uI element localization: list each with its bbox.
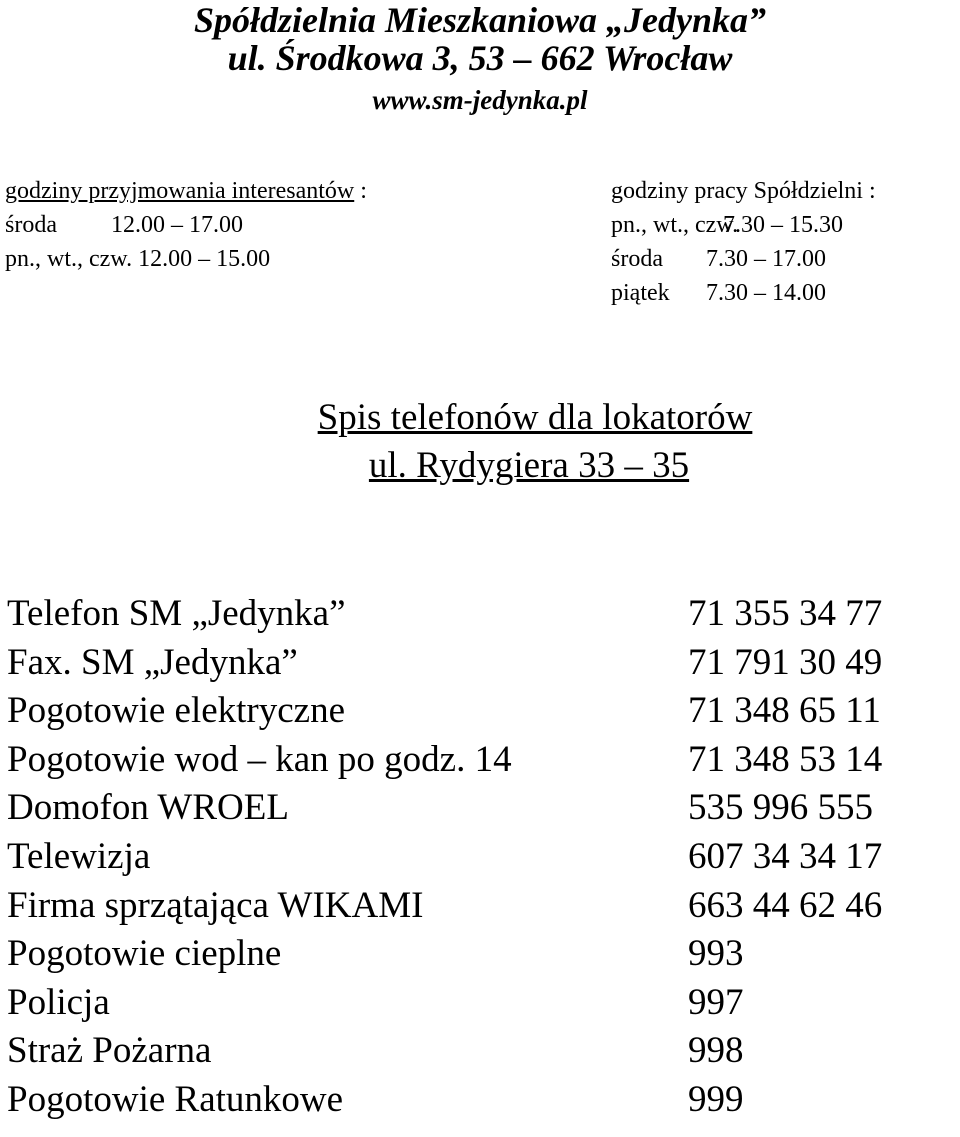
visitor-time: 12.00 – 15.00 — [138, 246, 271, 272]
work-hours-row — [611, 242, 876, 276]
work-day: środa — [611, 246, 663, 272]
contact-name: Pogotowie wod – kan po godz. 14 — [7, 738, 512, 780]
phone-list-subtitle: ul. Rydygiera 33 – 35 — [368, 445, 690, 486]
contact-number: 999 — [688, 1078, 744, 1120]
work-hours-title: godziny pracy Spółdzielni : — [611, 178, 876, 204]
visitor-day: pn., wt., czw. — [5, 246, 133, 272]
org-website: www.sm-jedynka.pl — [372, 85, 588, 115]
contact-row — [7, 590, 957, 639]
contact-name: Fax. SM „Jedynka” — [7, 641, 298, 683]
contact-name: Pogotowie cieplne — [7, 933, 282, 975]
org-address: ul. Środkowa 3, 53 – 662 Wrocław — [227, 38, 733, 78]
contact-row — [7, 1076, 957, 1125]
work-hours — [611, 174, 876, 310]
work-time: 7.30 – 15.30 — [723, 212, 843, 238]
contact-row — [7, 736, 957, 785]
contact-number: 71 791 30 49 — [688, 641, 883, 683]
contact-row — [7, 784, 957, 833]
contact-row — [7, 833, 957, 882]
contact-number: 607 34 34 17 — [688, 835, 883, 877]
contact-row — [7, 979, 957, 1028]
contact-name: Pogotowie Ratunkowe — [7, 1078, 344, 1120]
visitor-hours — [5, 174, 367, 276]
contact-row — [7, 930, 957, 979]
work-hours-row — [611, 208, 876, 242]
visitor-hours-row — [5, 242, 367, 276]
work-hours-row — [611, 276, 876, 310]
visitor-day: środa — [5, 212, 57, 238]
contact-number: 535 996 555 — [688, 787, 873, 829]
work-time: 7.30 – 14.00 — [706, 280, 826, 306]
contact-name: Policja — [7, 981, 110, 1023]
org-name: Spółdzielnia Mieszkaniowa „Jedynka” — [193, 0, 767, 40]
visitor-time: 12.00 – 17.00 — [111, 212, 243, 238]
contact-name: Pogotowie elektryczne — [7, 690, 346, 732]
contact-list — [7, 590, 957, 1125]
visitor-hours-title: godziny przyjmowania interesantów : — [5, 178, 367, 204]
phone-list-title: Spis telefonów dla lokatorów — [317, 397, 753, 438]
contact-row — [7, 882, 957, 931]
contact-name: Telefon SM „Jedynka” — [7, 593, 346, 634]
work-day: pn., wt., czw. — [611, 212, 739, 238]
contact-name: Straż Pożarna — [7, 1030, 212, 1072]
work-time: 7.30 – 17.00 — [706, 246, 826, 272]
contact-number: 71 348 65 11 — [688, 690, 881, 732]
contact-number: 997 — [688, 981, 744, 1023]
contact-name: Domofon WROEL — [7, 787, 289, 829]
contact-number: 663 44 62 46 — [688, 884, 883, 926]
contact-name: Firma sprzątająca WIKAMI — [7, 884, 424, 926]
contact-number: 993 — [688, 933, 744, 975]
contact-number: 71 355 34 77 — [688, 593, 883, 634]
work-day: piątek — [611, 280, 670, 306]
contact-row — [7, 1027, 957, 1076]
contact-number: 71 348 53 14 — [688, 738, 883, 780]
contact-row — [7, 687, 957, 736]
contact-number: 998 — [688, 1030, 744, 1072]
contact-name: Telewizja — [7, 835, 151, 877]
visitor-hours-row — [5, 208, 367, 242]
contact-row — [7, 639, 957, 688]
